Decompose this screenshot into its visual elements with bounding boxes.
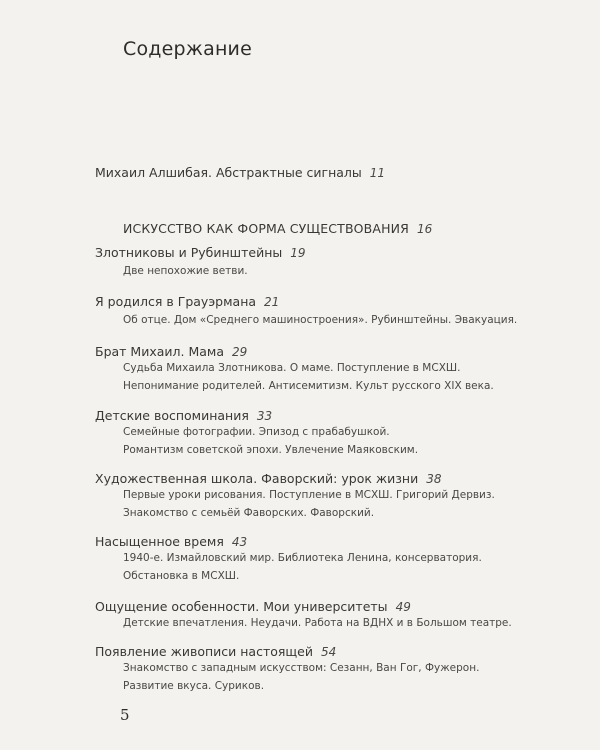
toc-chapter-summary: Знакомство с западным искусством: Сезанн, Ван Гог, Фужерон. [123,662,480,674]
toc-chapter[interactable] [95,291,279,310]
toc-entry-intro[interactable] [95,162,385,181]
toc-chapter-summary: Две непохожие ветви. [123,265,248,277]
toc-chapter[interactable] [95,596,411,615]
toc-chapter[interactable] [95,641,336,660]
toc-chapter[interactable] [95,341,247,360]
toc-chapter[interactable] [95,242,306,261]
toc-chapter-summary: Обстановка в МСХШ. [123,570,240,582]
toc-chapter-summary: Судьба Михаила Злотникова. О маме. Поступление в МСХШ. [123,362,461,374]
toc-chapter-title: Я родился в Грауэрмана [95,294,257,309]
toc-part-heading[interactable] [123,218,432,237]
toc-chapter-summary: Романтизм советской эпохи. Увлечение Маяковским. [123,444,419,456]
toc-chapter-summary: Развитие вкуса. Суриков. [123,680,265,692]
toc-chapter-summary: Непонимание родителей. Антисемитизм. Культ русского XIX века. [123,380,494,392]
toc-part-title: ИСКУССТВО КАК ФОРМА СУЩЕСТВОВАНИЯ [123,221,409,236]
toc-chapter-title: Брат Михаил. Мама [95,344,224,359]
page-title: Содержание [123,38,252,60]
toc-chapter-title: Художественная школа. Фаворский: урок жизни [95,471,419,486]
toc-entry-title: Михаил Алшибая. Абстрактные сигналы [95,165,362,180]
toc-chapter-summary: Детские впечатления. Неудачи. Работа на ВДНХ и в Большом театре. [123,617,512,629]
toc-chapter-summary: 1940-е. Измайловский мир. Библиотека Ленина, консерватория. [123,552,482,564]
toc-chapter-page: 38 [426,472,442,486]
toc-chapter-title: Насыщенное время [95,534,224,549]
toc-chapter-page: 19 [290,246,306,260]
toc-chapter-page: 33 [256,409,273,423]
toc-chapter-title: Детские воспоминания [95,408,249,423]
toc-chapter-summary: Об отце. Дом «Среднего машиностроения». Рубинштейны. Эвакуация. [123,314,518,326]
toc-chapter-title: Ощущение особенности. Мои университеты [95,599,388,614]
toc-chapter-page: 21 [264,295,280,309]
toc-chapter-page: 49 [395,600,411,614]
toc-chapter[interactable] [95,468,441,487]
toc-chapter-page: 29 [232,345,248,359]
toc-chapter[interactable] [95,531,247,550]
toc-entry-page: 11 [369,166,386,180]
toc-chapter-page: 43 [231,535,248,549]
toc-chapter-title: Злотниковы и Рубинштейны [95,245,283,260]
toc-chapter[interactable] [95,405,272,424]
toc-part-page: 16 [416,222,433,236]
toc-chapter-page: 54 [320,645,337,659]
toc-chapter-summary: Знакомство с семьёй Фаворских. Фаворский. [123,507,375,519]
toc-chapter-summary: Первые уроки рисования. Поступление в МСХШ. Григорий Дервиз. [123,489,495,501]
toc-chapter-title: Появление живописи настоящей [95,644,313,659]
toc-chapter-summary: Семейные фотографии. Эпизод с прабабушкой. [123,426,390,438]
page-number: 5 [120,706,130,724]
